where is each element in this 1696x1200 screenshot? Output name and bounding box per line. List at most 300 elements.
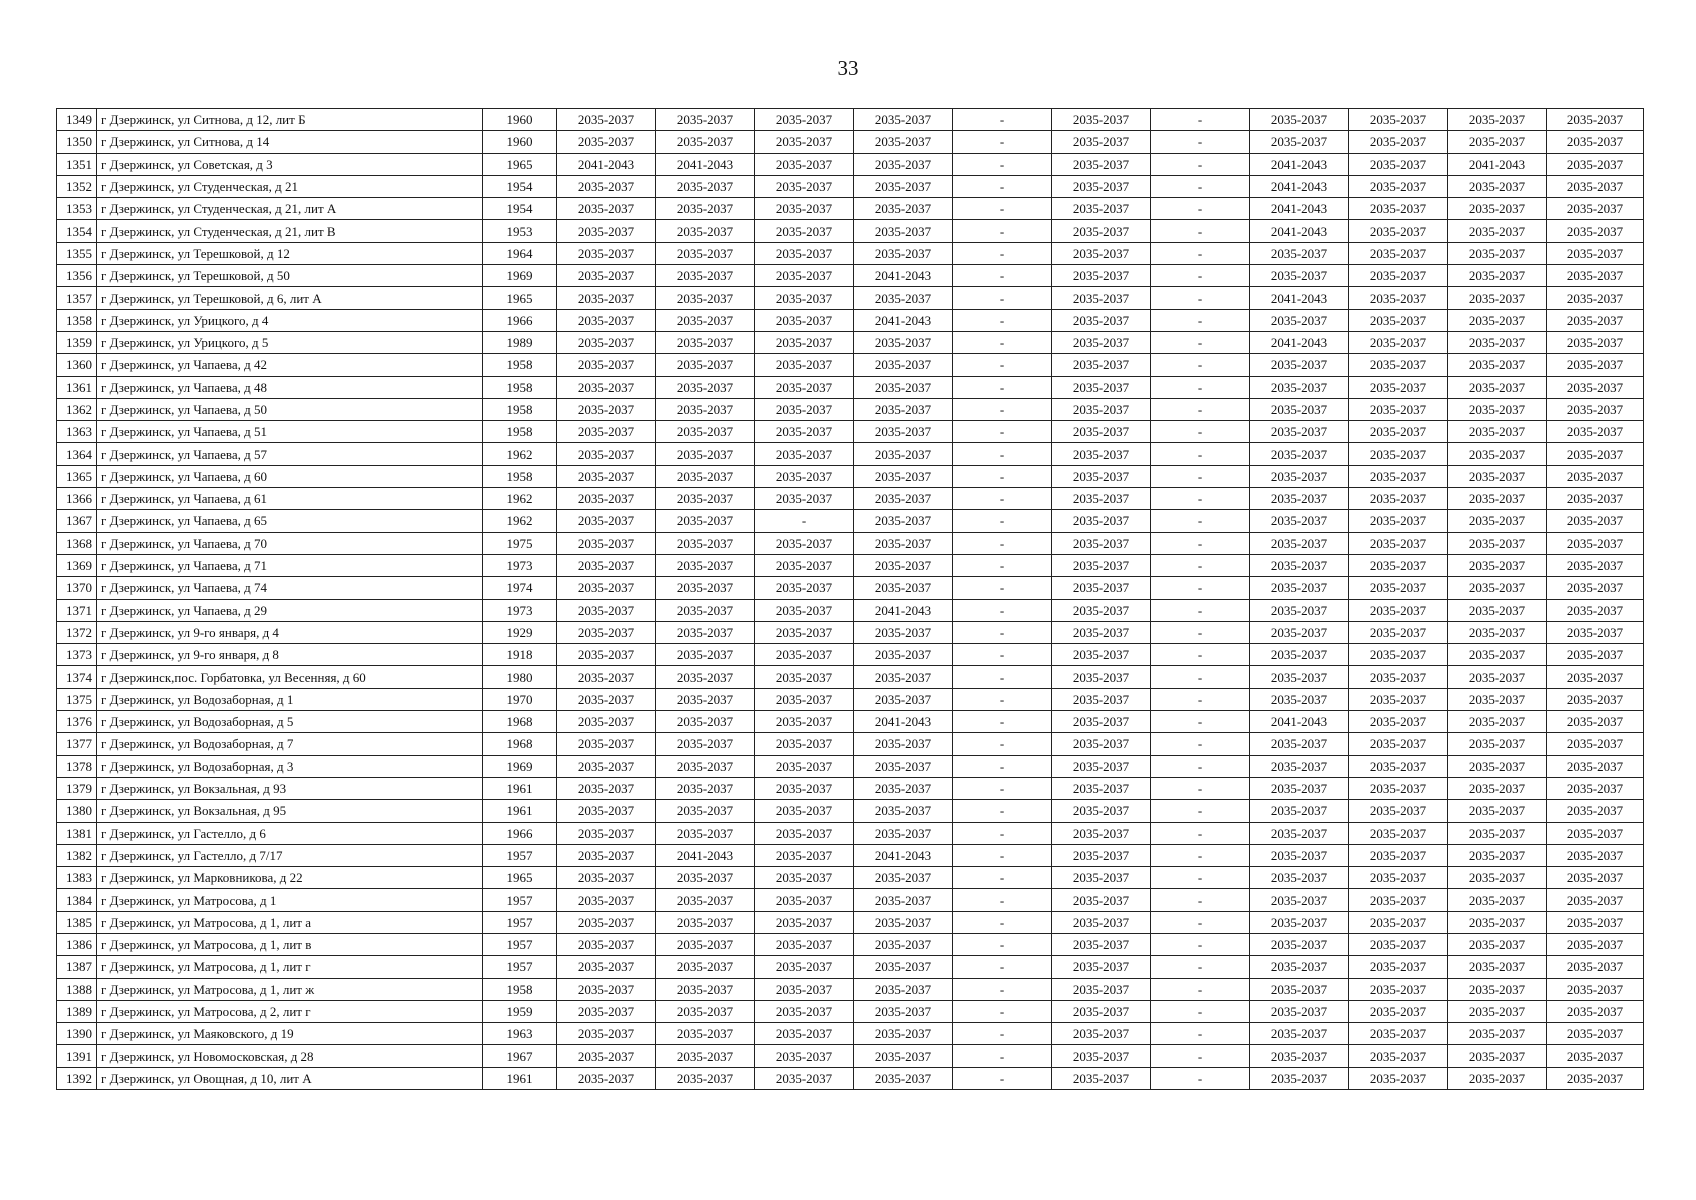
cell-period-1: 2035-2037 bbox=[557, 242, 656, 264]
cell-period-7: - bbox=[1151, 109, 1250, 131]
cell-period-10: 2035-2037 bbox=[1448, 867, 1547, 889]
cell-period-3: 2035-2037 bbox=[755, 131, 854, 153]
cell-period-2: 2035-2037 bbox=[656, 733, 755, 755]
cell-period-3: 2035-2037 bbox=[755, 800, 854, 822]
table-row bbox=[57, 956, 1644, 978]
cell-period-5: - bbox=[953, 354, 1052, 376]
cell-period-9: 2035-2037 bbox=[1349, 889, 1448, 911]
cell-period-9: 2035-2037 bbox=[1349, 666, 1448, 688]
cell-period-11: 2035-2037 bbox=[1547, 956, 1644, 978]
cell-period-11: 2035-2037 bbox=[1547, 109, 1644, 131]
cell-period-1: 2035-2037 bbox=[557, 688, 656, 710]
cell-year: 1969 bbox=[483, 755, 557, 777]
cell-address: г Дзержинск, ул Новомосковская, д 28 bbox=[97, 1045, 483, 1067]
cell-period-10: 2035-2037 bbox=[1448, 711, 1547, 733]
cell-address: г Дзержинск, ул Матросова, д 2, лит г bbox=[97, 1000, 483, 1022]
cell-period-7: - bbox=[1151, 577, 1250, 599]
cell-period-9: 2035-2037 bbox=[1349, 153, 1448, 175]
cell-period-2: 2035-2037 bbox=[656, 599, 755, 621]
cell-period-3: 2035-2037 bbox=[755, 688, 854, 710]
cell-period-8: 2035-2037 bbox=[1250, 554, 1349, 576]
cell-address: г Дзержинск, ул Ситнова, д 14 bbox=[97, 131, 483, 153]
cell-period-5: - bbox=[953, 711, 1052, 733]
cell-period-4: 2035-2037 bbox=[854, 933, 953, 955]
cell-period-9: 2035-2037 bbox=[1349, 867, 1448, 889]
cell-period-11: 2035-2037 bbox=[1547, 666, 1644, 688]
cell-period-7: - bbox=[1151, 733, 1250, 755]
cell-period-9: 2035-2037 bbox=[1349, 265, 1448, 287]
cell-period-8: 2041-2043 bbox=[1250, 331, 1349, 353]
cell-number: 1369 bbox=[57, 554, 97, 576]
cell-period-11: 2035-2037 bbox=[1547, 153, 1644, 175]
cell-period-8: 2035-2037 bbox=[1250, 867, 1349, 889]
cell-period-6: 2035-2037 bbox=[1052, 867, 1151, 889]
cell-period-1: 2035-2037 bbox=[557, 354, 656, 376]
cell-period-9: 2035-2037 bbox=[1349, 376, 1448, 398]
cell-number: 1366 bbox=[57, 488, 97, 510]
cell-period-5: - bbox=[953, 777, 1052, 799]
cell-period-6: 2035-2037 bbox=[1052, 956, 1151, 978]
cell-period-6: 2035-2037 bbox=[1052, 1000, 1151, 1022]
cell-period-4: 2035-2037 bbox=[854, 889, 953, 911]
cell-period-6: 2035-2037 bbox=[1052, 198, 1151, 220]
cell-period-5: - bbox=[953, 488, 1052, 510]
cell-period-8: 2035-2037 bbox=[1250, 265, 1349, 287]
cell-period-9: 2035-2037 bbox=[1349, 844, 1448, 866]
cell-period-1: 2035-2037 bbox=[557, 1023, 656, 1045]
cell-period-5: - bbox=[953, 599, 1052, 621]
cell-period-5: - bbox=[953, 131, 1052, 153]
cell-period-5: - bbox=[953, 242, 1052, 264]
cell-period-10: 2035-2037 bbox=[1448, 933, 1547, 955]
table-row bbox=[57, 666, 1644, 688]
cell-period-1: 2035-2037 bbox=[557, 1000, 656, 1022]
cell-address: г Дзержинск, ул Студенческая, д 21, лит В bbox=[97, 220, 483, 242]
cell-period-5: - bbox=[953, 1000, 1052, 1022]
table-row bbox=[57, 309, 1644, 331]
cell-period-4: 2041-2043 bbox=[854, 599, 953, 621]
cell-number: 1390 bbox=[57, 1023, 97, 1045]
cell-year: 1958 bbox=[483, 354, 557, 376]
cell-year: 1965 bbox=[483, 287, 557, 309]
cell-period-7: - bbox=[1151, 354, 1250, 376]
cell-period-10: 2035-2037 bbox=[1448, 1000, 1547, 1022]
cell-number: 1358 bbox=[57, 309, 97, 331]
cell-period-3: 2035-2037 bbox=[755, 398, 854, 420]
table-row bbox=[57, 175, 1644, 197]
cell-period-3: 2035-2037 bbox=[755, 421, 854, 443]
cell-period-6: 2035-2037 bbox=[1052, 465, 1151, 487]
cell-year: 1968 bbox=[483, 711, 557, 733]
cell-period-7: - bbox=[1151, 220, 1250, 242]
cell-period-11: 2035-2037 bbox=[1547, 421, 1644, 443]
cell-address: г Дзержинск, ул Матросова, д 1, лит в bbox=[97, 933, 483, 955]
cell-period-6: 2035-2037 bbox=[1052, 376, 1151, 398]
cell-period-8: 2035-2037 bbox=[1250, 1000, 1349, 1022]
cell-period-8: 2035-2037 bbox=[1250, 354, 1349, 376]
cell-period-3: 2035-2037 bbox=[755, 220, 854, 242]
page-number: 33 bbox=[837, 56, 859, 80]
cell-period-10: 2035-2037 bbox=[1448, 488, 1547, 510]
table-row bbox=[57, 1023, 1644, 1045]
cell-period-2: 2035-2037 bbox=[656, 175, 755, 197]
cell-year: 1980 bbox=[483, 666, 557, 688]
cell-period-7: - bbox=[1151, 956, 1250, 978]
cell-period-1: 2035-2037 bbox=[557, 599, 656, 621]
table-row bbox=[57, 867, 1644, 889]
cell-period-4: 2035-2037 bbox=[854, 621, 953, 643]
cell-period-1: 2035-2037 bbox=[557, 1045, 656, 1067]
cell-period-6: 2035-2037 bbox=[1052, 777, 1151, 799]
cell-period-5: - bbox=[953, 331, 1052, 353]
cell-period-3: 2035-2037 bbox=[755, 755, 854, 777]
cell-year: 1953 bbox=[483, 220, 557, 242]
cell-period-1: 2035-2037 bbox=[557, 711, 656, 733]
cell-period-11: 2035-2037 bbox=[1547, 599, 1644, 621]
cell-period-2: 2035-2037 bbox=[656, 956, 755, 978]
cell-period-2: 2035-2037 bbox=[656, 465, 755, 487]
table-row bbox=[57, 287, 1644, 309]
cell-address: г Дзержинск, ул Терешковой, д 6, лит А bbox=[97, 287, 483, 309]
cell-period-7: - bbox=[1151, 711, 1250, 733]
cell-year: 1961 bbox=[483, 777, 557, 799]
cell-period-1: 2035-2037 bbox=[557, 911, 656, 933]
cell-period-11: 2035-2037 bbox=[1547, 443, 1644, 465]
cell-period-6: 2035-2037 bbox=[1052, 978, 1151, 1000]
cell-address: г Дзержинск, ул Вокзальная, д 93 bbox=[97, 777, 483, 799]
cell-period-3: 2035-2037 bbox=[755, 376, 854, 398]
cell-period-10: 2035-2037 bbox=[1448, 265, 1547, 287]
table-row bbox=[57, 777, 1644, 799]
cell-period-10: 2035-2037 bbox=[1448, 554, 1547, 576]
cell-address: г Дзержинск, ул Гастелло, д 6 bbox=[97, 822, 483, 844]
cell-year: 1973 bbox=[483, 554, 557, 576]
cell-period-3: 2035-2037 bbox=[755, 443, 854, 465]
cell-period-4: 2035-2037 bbox=[854, 1045, 953, 1067]
cell-period-5: - bbox=[953, 688, 1052, 710]
table-row bbox=[57, 198, 1644, 220]
cell-number: 1379 bbox=[57, 777, 97, 799]
cell-period-5: - bbox=[953, 265, 1052, 287]
table-row bbox=[57, 599, 1644, 621]
cell-period-6: 2035-2037 bbox=[1052, 554, 1151, 576]
cell-year: 1965 bbox=[483, 153, 557, 175]
cell-period-4: 2035-2037 bbox=[854, 532, 953, 554]
cell-period-7: - bbox=[1151, 800, 1250, 822]
table-row bbox=[57, 911, 1644, 933]
cell-period-9: 2035-2037 bbox=[1349, 822, 1448, 844]
cell-period-7: - bbox=[1151, 755, 1250, 777]
cell-year: 1918 bbox=[483, 644, 557, 666]
cell-number: 1380 bbox=[57, 800, 97, 822]
cell-number: 1386 bbox=[57, 933, 97, 955]
cell-period-2: 2035-2037 bbox=[656, 822, 755, 844]
cell-address: г Дзержинск, ул Чапаева, д 42 bbox=[97, 354, 483, 376]
table-row bbox=[57, 443, 1644, 465]
cell-period-4: 2035-2037 bbox=[854, 421, 953, 443]
cell-period-2: 2035-2037 bbox=[656, 755, 755, 777]
cell-period-2: 2035-2037 bbox=[656, 911, 755, 933]
cell-period-5: - bbox=[953, 1067, 1052, 1089]
cell-period-2: 2041-2043 bbox=[656, 844, 755, 866]
cell-period-11: 2035-2037 bbox=[1547, 488, 1644, 510]
cell-period-4: 2035-2037 bbox=[854, 577, 953, 599]
cell-period-11: 2035-2037 bbox=[1547, 398, 1644, 420]
cell-period-5: - bbox=[953, 175, 1052, 197]
cell-period-8: 2035-2037 bbox=[1250, 844, 1349, 866]
cell-period-7: - bbox=[1151, 175, 1250, 197]
cell-period-2: 2035-2037 bbox=[656, 131, 755, 153]
cell-period-6: 2035-2037 bbox=[1052, 822, 1151, 844]
cell-period-7: - bbox=[1151, 443, 1250, 465]
cell-address: г Дзержинск, ул Водозаборная, д 1 bbox=[97, 688, 483, 710]
cell-address: г Дзержинск, ул Водозаборная, д 5 bbox=[97, 711, 483, 733]
cell-number: 1368 bbox=[57, 532, 97, 554]
cell-period-6: 2035-2037 bbox=[1052, 666, 1151, 688]
cell-year: 1958 bbox=[483, 978, 557, 1000]
cell-period-7: - bbox=[1151, 510, 1250, 532]
cell-period-8: 2035-2037 bbox=[1250, 577, 1349, 599]
table-row bbox=[57, 733, 1644, 755]
cell-period-8: 2035-2037 bbox=[1250, 621, 1349, 643]
cell-period-2: 2035-2037 bbox=[656, 1045, 755, 1067]
cell-period-11: 2035-2037 bbox=[1547, 532, 1644, 554]
cell-period-6: 2035-2037 bbox=[1052, 621, 1151, 643]
cell-period-1: 2035-2037 bbox=[557, 398, 656, 420]
cell-period-8: 2035-2037 bbox=[1250, 644, 1349, 666]
cell-address: г Дзержинск, ул Матросова, д 1 bbox=[97, 889, 483, 911]
cell-period-1: 2041-2043 bbox=[557, 153, 656, 175]
cell-period-5: - bbox=[953, 1045, 1052, 1067]
cell-period-11: 2035-2037 bbox=[1547, 577, 1644, 599]
cell-period-4: 2035-2037 bbox=[854, 153, 953, 175]
cell-period-5: - bbox=[953, 867, 1052, 889]
cell-period-9: 2035-2037 bbox=[1349, 1067, 1448, 1089]
cell-period-1: 2035-2037 bbox=[557, 376, 656, 398]
cell-period-2: 2035-2037 bbox=[656, 287, 755, 309]
cell-period-8: 2035-2037 bbox=[1250, 242, 1349, 264]
cell-year: 1962 bbox=[483, 510, 557, 532]
cell-period-9: 2035-2037 bbox=[1349, 287, 1448, 309]
cell-period-9: 2035-2037 bbox=[1349, 354, 1448, 376]
cell-period-4: 2035-2037 bbox=[854, 131, 953, 153]
cell-period-2: 2035-2037 bbox=[656, 354, 755, 376]
table-row bbox=[57, 621, 1644, 643]
cell-period-11: 2035-2037 bbox=[1547, 933, 1644, 955]
cell-period-2: 2035-2037 bbox=[656, 644, 755, 666]
cell-period-6: 2035-2037 bbox=[1052, 599, 1151, 621]
table-row bbox=[57, 109, 1644, 131]
cell-period-7: - bbox=[1151, 822, 1250, 844]
cell-period-4: 2041-2043 bbox=[854, 844, 953, 866]
cell-period-3: 2035-2037 bbox=[755, 822, 854, 844]
cell-period-7: - bbox=[1151, 1045, 1250, 1067]
cell-period-7: - bbox=[1151, 867, 1250, 889]
cell-year: 1961 bbox=[483, 1067, 557, 1089]
cell-period-10: 2035-2037 bbox=[1448, 109, 1547, 131]
cell-number: 1385 bbox=[57, 911, 97, 933]
cell-period-1: 2035-2037 bbox=[557, 755, 656, 777]
cell-period-6: 2035-2037 bbox=[1052, 1067, 1151, 1089]
cell-period-5: - bbox=[953, 309, 1052, 331]
cell-period-1: 2035-2037 bbox=[557, 800, 656, 822]
cell-period-7: - bbox=[1151, 1023, 1250, 1045]
cell-period-6: 2035-2037 bbox=[1052, 1045, 1151, 1067]
cell-period-6: 2035-2037 bbox=[1052, 688, 1151, 710]
cell-period-9: 2035-2037 bbox=[1349, 131, 1448, 153]
cell-period-2: 2035-2037 bbox=[656, 978, 755, 1000]
cell-period-9: 2035-2037 bbox=[1349, 577, 1448, 599]
cell-year: 1975 bbox=[483, 532, 557, 554]
cell-period-9: 2035-2037 bbox=[1349, 755, 1448, 777]
cell-period-10: 2035-2037 bbox=[1448, 198, 1547, 220]
cell-period-10: 2035-2037 bbox=[1448, 532, 1547, 554]
cell-address: г Дзержинск, ул Студенческая, д 21, лит А bbox=[97, 198, 483, 220]
cell-period-1: 2035-2037 bbox=[557, 733, 656, 755]
cell-period-5: - bbox=[953, 421, 1052, 443]
cell-address: г Дзержинск, ул Овощная, д 10, лит А bbox=[97, 1067, 483, 1089]
cell-period-2: 2035-2037 bbox=[656, 443, 755, 465]
cell-number: 1375 bbox=[57, 688, 97, 710]
table-row bbox=[57, 1000, 1644, 1022]
cell-period-3: 2035-2037 bbox=[755, 1000, 854, 1022]
cell-period-11: 2035-2037 bbox=[1547, 777, 1644, 799]
cell-period-3: 2035-2037 bbox=[755, 465, 854, 487]
cell-period-6: 2035-2037 bbox=[1052, 711, 1151, 733]
cell-period-2: 2035-2037 bbox=[656, 554, 755, 576]
table-row bbox=[57, 644, 1644, 666]
cell-period-3: 2035-2037 bbox=[755, 265, 854, 287]
cell-number: 1383 bbox=[57, 867, 97, 889]
cell-period-9: 2035-2037 bbox=[1349, 175, 1448, 197]
cell-period-11: 2035-2037 bbox=[1547, 978, 1644, 1000]
cell-period-5: - bbox=[953, 666, 1052, 688]
cell-period-5: - bbox=[953, 109, 1052, 131]
cell-period-11: 2035-2037 bbox=[1547, 688, 1644, 710]
cell-address: г Дзержинск, ул Марковникова, д 22 bbox=[97, 867, 483, 889]
cell-period-3: 2035-2037 bbox=[755, 488, 854, 510]
cell-period-10: 2035-2037 bbox=[1448, 175, 1547, 197]
cell-period-5: - bbox=[953, 733, 1052, 755]
cell-period-7: - bbox=[1151, 666, 1250, 688]
cell-period-9: 2035-2037 bbox=[1349, 198, 1448, 220]
cell-year: 1970 bbox=[483, 688, 557, 710]
cell-period-10: 2035-2037 bbox=[1448, 755, 1547, 777]
cell-period-10: 2035-2037 bbox=[1448, 599, 1547, 621]
cell-period-7: - bbox=[1151, 1000, 1250, 1022]
cell-number: 1370 bbox=[57, 577, 97, 599]
cell-period-3: 2035-2037 bbox=[755, 733, 854, 755]
cell-period-5: - bbox=[953, 554, 1052, 576]
cell-period-4: 2035-2037 bbox=[854, 666, 953, 688]
table-row bbox=[57, 978, 1644, 1000]
cell-period-2: 2035-2037 bbox=[656, 376, 755, 398]
cell-period-5: - bbox=[953, 287, 1052, 309]
cell-period-6: 2035-2037 bbox=[1052, 889, 1151, 911]
cell-address: г Дзержинск, ул 9-го января, д 8 bbox=[97, 644, 483, 666]
cell-period-5: - bbox=[953, 220, 1052, 242]
cell-number: 1372 bbox=[57, 621, 97, 643]
cell-period-4: 2035-2037 bbox=[854, 198, 953, 220]
table-row bbox=[57, 577, 1644, 599]
cell-period-10: 2035-2037 bbox=[1448, 911, 1547, 933]
cell-period-3: 2035-2037 bbox=[755, 1067, 854, 1089]
cell-period-10: 2035-2037 bbox=[1448, 331, 1547, 353]
cell-number: 1389 bbox=[57, 1000, 97, 1022]
cell-period-9: 2035-2037 bbox=[1349, 331, 1448, 353]
cell-period-1: 2035-2037 bbox=[557, 510, 656, 532]
cell-number: 1361 bbox=[57, 376, 97, 398]
cell-address: г Дзержинск, ул Матросова, д 1, лит г bbox=[97, 956, 483, 978]
table-row bbox=[57, 800, 1644, 822]
cell-period-11: 2035-2037 bbox=[1547, 376, 1644, 398]
cell-period-6: 2035-2037 bbox=[1052, 844, 1151, 866]
cell-period-4: 2035-2037 bbox=[854, 1000, 953, 1022]
table-row bbox=[57, 889, 1644, 911]
cell-period-8: 2041-2043 bbox=[1250, 220, 1349, 242]
cell-period-3: 2035-2037 bbox=[755, 599, 854, 621]
cell-number: 1378 bbox=[57, 755, 97, 777]
cell-period-2: 2035-2037 bbox=[656, 532, 755, 554]
cell-year: 1973 bbox=[483, 599, 557, 621]
cell-period-6: 2035-2037 bbox=[1052, 911, 1151, 933]
cell-year: 1959 bbox=[483, 1000, 557, 1022]
cell-period-6: 2035-2037 bbox=[1052, 354, 1151, 376]
cell-period-10: 2035-2037 bbox=[1448, 733, 1547, 755]
cell-period-2: 2035-2037 bbox=[656, 421, 755, 443]
cell-period-10: 2035-2037 bbox=[1448, 577, 1547, 599]
cell-period-5: - bbox=[953, 532, 1052, 554]
cell-period-3: 2035-2037 bbox=[755, 1023, 854, 1045]
table-row bbox=[57, 465, 1644, 487]
table-row bbox=[57, 220, 1644, 242]
cell-period-1: 2035-2037 bbox=[557, 621, 656, 643]
cell-period-7: - bbox=[1151, 265, 1250, 287]
cell-period-2: 2035-2037 bbox=[656, 688, 755, 710]
cell-number: 1359 bbox=[57, 331, 97, 353]
cell-period-6: 2035-2037 bbox=[1052, 755, 1151, 777]
cell-number: 1351 bbox=[57, 153, 97, 175]
cell-number: 1374 bbox=[57, 666, 97, 688]
cell-period-6: 2035-2037 bbox=[1052, 733, 1151, 755]
cell-period-4: 2035-2037 bbox=[854, 777, 953, 799]
cell-number: 1387 bbox=[57, 956, 97, 978]
cell-address: г Дзержинск, ул Урицкого, д 5 bbox=[97, 331, 483, 353]
cell-period-9: 2035-2037 bbox=[1349, 711, 1448, 733]
cell-period-11: 2035-2037 bbox=[1547, 1067, 1644, 1089]
cell-period-8: 2035-2037 bbox=[1250, 376, 1349, 398]
cell-address: г Дзержинск, ул Водозаборная, д 3 bbox=[97, 755, 483, 777]
cell-period-11: 2035-2037 bbox=[1547, 1045, 1644, 1067]
cell-period-4: 2035-2037 bbox=[854, 488, 953, 510]
cell-number: 1357 bbox=[57, 287, 97, 309]
cell-period-10: 2035-2037 bbox=[1448, 822, 1547, 844]
cell-number: 1356 bbox=[57, 265, 97, 287]
cell-period-9: 2035-2037 bbox=[1349, 1000, 1448, 1022]
cell-period-6: 2035-2037 bbox=[1052, 577, 1151, 599]
cell-period-1: 2035-2037 bbox=[557, 331, 656, 353]
cell-address: г Дзержинск, ул Чапаева, д 48 bbox=[97, 376, 483, 398]
cell-period-1: 2035-2037 bbox=[557, 198, 656, 220]
cell-period-2: 2035-2037 bbox=[656, 1000, 755, 1022]
cell-period-10: 2035-2037 bbox=[1448, 510, 1547, 532]
cell-period-10: 2035-2037 bbox=[1448, 242, 1547, 264]
cell-period-6: 2035-2037 bbox=[1052, 287, 1151, 309]
cell-period-8: 2035-2037 bbox=[1250, 777, 1349, 799]
cell-period-4: 2041-2043 bbox=[854, 711, 953, 733]
cell-period-11: 2035-2037 bbox=[1547, 711, 1644, 733]
cell-period-7: - bbox=[1151, 554, 1250, 576]
